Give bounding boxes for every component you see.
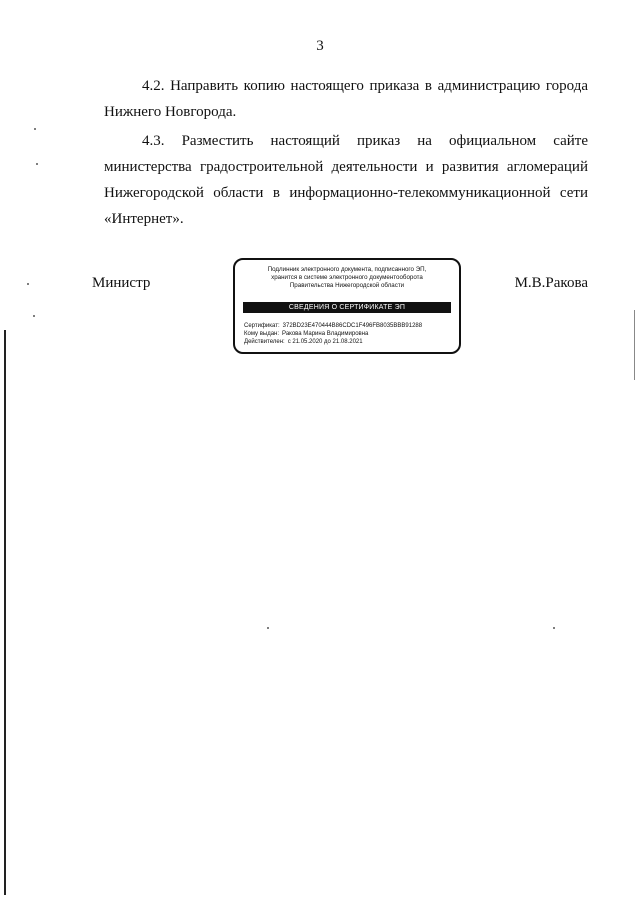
certificate-row (244, 322, 453, 330)
page-number: 3 (316, 38, 324, 54)
stamp-title: СВЕДЕНИЯ О СЕРТИФИКАТЕ ЭП (243, 302, 451, 313)
valid-label: Действителен: (244, 339, 285, 345)
paragraph-4-3 (104, 128, 588, 232)
scan-edge-line (4, 330, 6, 895)
electronic-signature-stamp (233, 258, 461, 354)
paragraph-4-2 (104, 73, 588, 125)
scan-edge-line (634, 310, 635, 380)
signatory-name: М.В.Ракова (514, 275, 588, 291)
paragraph-text: 4.3. Разместить настоящий приказ на официальном сайте министерства градостроительной деятельности и развития агломераций Нижегородской области в информационно-телекоммуникационной сети «Интернет». (104, 133, 588, 227)
scan-speck (34, 128, 36, 130)
paragraph-text: 4.2. Направить копию настоящего приказа в администрацию города Нижнего Новгорода. (104, 78, 588, 120)
stamp-header-line: Подлинник электронного документа, подписанного ЭП, (267, 266, 427, 273)
scan-speck (27, 283, 29, 285)
scan-speck (267, 627, 269, 629)
stamp-header-line: Правительства Нижегородской области (289, 282, 405, 289)
signatory-position: Министр (92, 275, 151, 291)
issued-to-value: Ракова Марина Владимировна (282, 331, 369, 337)
stamp-header-line: хранится в системе электронного документооборота (271, 274, 423, 281)
issued-to-label: Кому выдан: (244, 331, 280, 337)
scan-speck (36, 163, 38, 165)
valid-row (244, 338, 453, 346)
stamp-header (243, 266, 451, 290)
valid-value: с 21.05.2020 до 21.08.2021 (287, 339, 363, 345)
stamp-details (244, 322, 453, 346)
scan-speck (33, 315, 35, 317)
certificate-label: Сертификат: (244, 323, 280, 329)
certificate-value: 372BD23E470444B86CDC1F496FB8035BBB91288 (282, 323, 423, 329)
scan-speck (553, 627, 555, 629)
issued-to-row (244, 330, 453, 338)
